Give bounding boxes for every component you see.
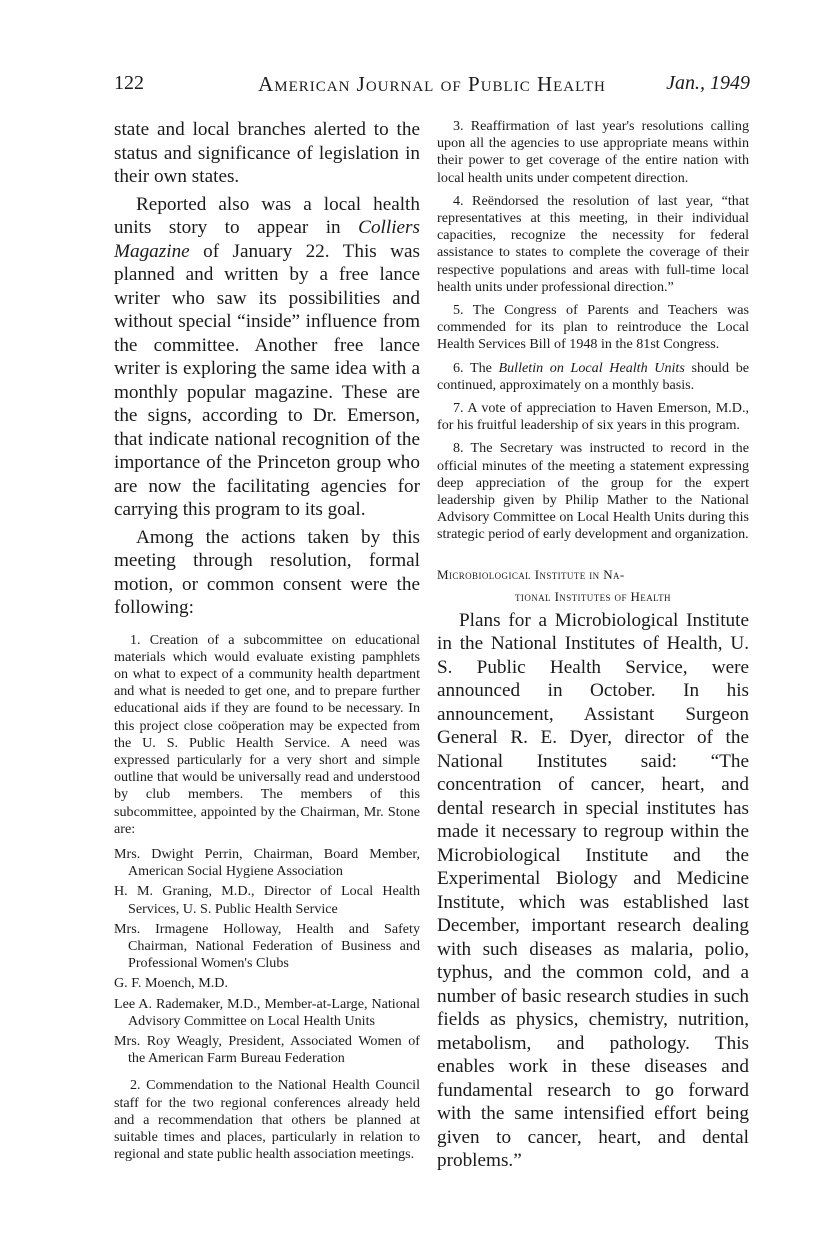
paragraph-actions-intro: Among the actions taken by this meeting through resolution, formal motion, or common consent were the following:: [114, 526, 420, 618]
right-column: [437, 118, 749, 1173]
paragraph-text: Reported also was a local health units story to appear in: [114, 193, 420, 238]
item-text: 6. The: [453, 359, 499, 376]
paragraph-microbiological-institute: Plans for a Microbiological Institute in the National Institutes of Health, U. S. Public Health Service, were announced in October. In his announcement, Assistant Surgeon General R. E. Dyer, director of the National Institutes said: “The concentration of cancer, heart, and dental research in special institutes has made it necessary to regroup within the Microbiological Institute and the Experimental Biology and Medicine Institute, which was established last December, important research dealing with such diseases as malaria, polio, typhus, and the common cold, and a number of basic research studies in such fields as physics, chemistry, nutrition, metabolism, and pathology. This enables work in these diseases and fundamental research to go forward with the same intensified effort being given to cancer, heart, and dental problems.”: [437, 609, 749, 1172]
resolution-item-5: 5. The Congress of Parents and Teachers was commended for its plan to reintroduce the Local Health Services Bill of 1948 in the 81st Congress.: [437, 302, 749, 353]
subcommittee-members-list: [114, 846, 420, 1067]
resolution-item-3: 3. Reaffirmation of last year's resolutions calling upon all the agencies to use appropriate means within their power to get coverage of the entire nation with local health units under competent direction.: [437, 118, 749, 186]
running-header: [114, 72, 750, 102]
member-item: H. M. Graning, M.D., Director of Local Health Services, U. S. Public Health Service: [114, 883, 420, 917]
member-item: Mrs. Dwight Perrin, Chairman, Board Member, American Social Hygiene Association: [114, 845, 420, 880]
item-text: should be continued, approximately on a monthly basis.: [437, 359, 750, 393]
left-column: [114, 118, 420, 1163]
bulletin-title: Bulletin on Local Health Units: [498, 359, 685, 376]
magazine-title: Colliers Magazine: [114, 217, 420, 262]
member-item: G. F. Moench, M.D.: [114, 975, 228, 992]
section-heading: [437, 564, 749, 608]
journal-title: American Journal of Public Health: [258, 72, 606, 96]
member-item: Mrs. Roy Weagly, President, Associated Women of the American Farm Bureau Federation: [114, 1032, 420, 1067]
resolution-item-4: 4. Reëndorsed the resolution of last year, “that representatives at this meeting, in their individual capacities, recognize the necessity for federal assistance to states to complete the coverage of their respective populations and areas with full-time local health units under professional direction.”: [437, 192, 749, 295]
issue-date: Jan., 1949: [666, 72, 750, 94]
section-heading-line: tional Institutes of Health: [515, 588, 671, 604]
resolution-item-2: 2. Commendation to the National Health Council staff for the two regional conferences already held and a recommendation that others be planned at suitable times and places, particularly in relation to regional and state public health association meetings.: [114, 1077, 420, 1163]
resolution-item-6: [437, 360, 749, 394]
resolution-item-1: 1. Creation of a subcommittee on educational materials which would evaluate existing pamphlets on what to expect of a community health department and what is needed to get one, and to prepare further educational aids if they are found to be necessary. In this project close coöperation may be expected from the U. S. Public Health Service. A need was expressed particularly for a very short and simple outline that would be universally read and understood by club members. The members of this subcommittee, appointed by the Chairman, Mr. Stone are:: [114, 631, 420, 837]
paragraph-legislation: state and local branches alerted to the status and significance of legislation in their own states.: [114, 119, 420, 187]
page-number: 122: [114, 72, 144, 94]
resolution-item-8: 8. The Secretary was instructed to record in the official minutes of the meeting a statement expressing deep appreciation of the group for the expert leadership given by Philip Mather to the National Advisory Committee on Local Health Units during this strategic period of early development and organization.: [437, 440, 749, 543]
member-item: Mrs. Irmagene Holloway, Health and Safety Chairman, National Federation of Business and Professional Women's Clubs: [114, 920, 420, 972]
section-heading-line: Microbiological Institute in Na-: [437, 566, 625, 582]
paragraph-colliers: [114, 193, 420, 522]
resolution-item-7: 7. A vote of appreciation to Haven Emerson, M.D., for his fruitful leadership of six years in this program.: [437, 400, 749, 434]
member-item: Lee A. Rademaker, M.D., Member-at-Large, National Advisory Committee on Local Health Units: [114, 995, 420, 1029]
paragraph-text: of January 22. This was planned and written by a free lance writer who saw its possibilities and without special “inside” influence from the committee. Another free lance writer is exploring the same idea with a monthly popular magazine. These are the signs, according to Dr. Emerson, that indicate national recognition of the importance of the Princeton group who are now the facilitating agencies for carrying this program to its goal.: [114, 240, 420, 520]
